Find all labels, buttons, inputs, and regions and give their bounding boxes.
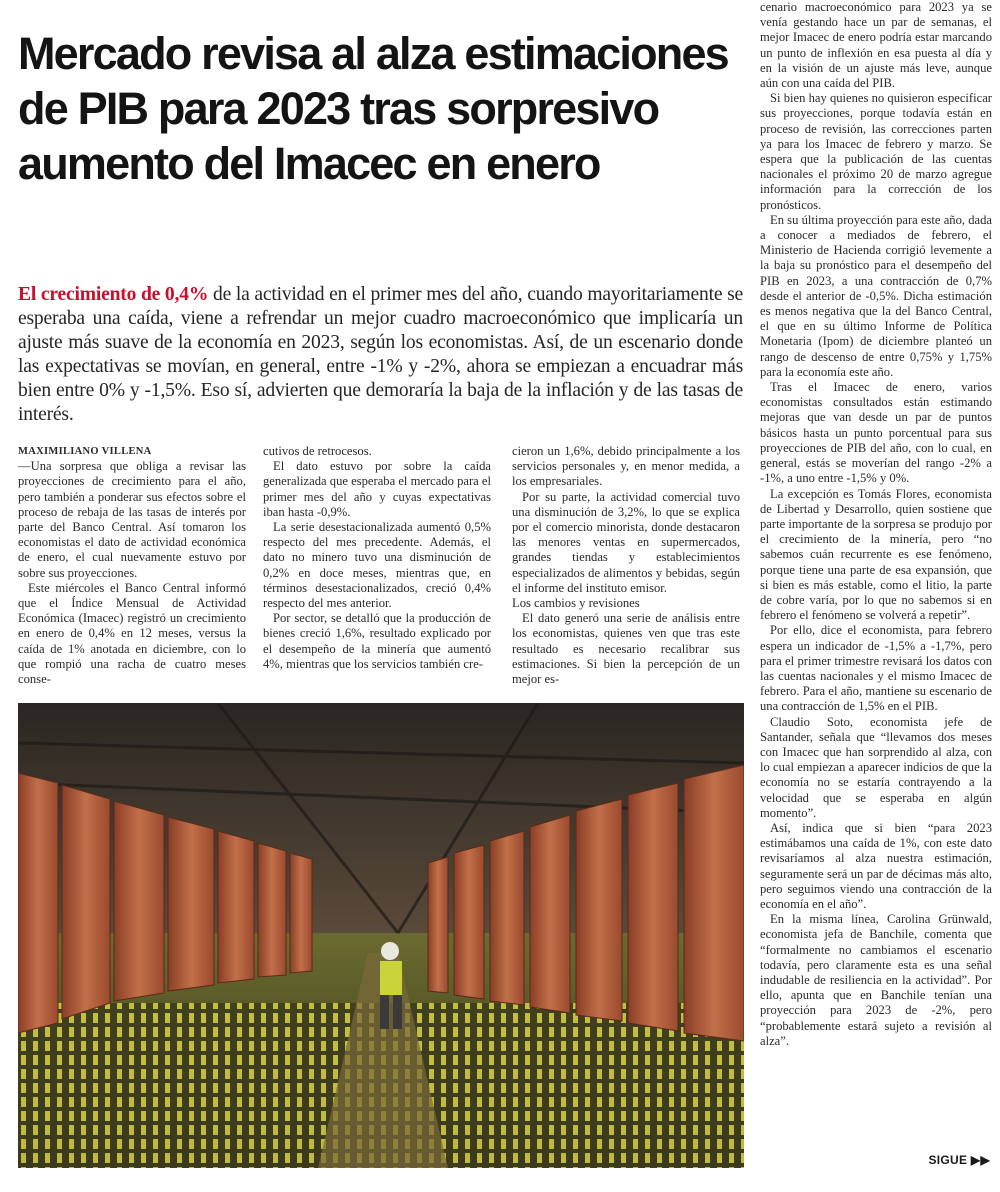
continue-label: SIGUE ▶▶ — [928, 1153, 990, 1167]
paragraph: El dato generó una serie de análisis entre los economistas, quienes ven que tras este resultado es necesario recalibrar sus estimaciones. Si bien la percepción de un mejor es- — [512, 611, 740, 687]
paragraph: Tras el Imacec de enero, varios economistas consultados están estimando mejoras que van desde un par de puntos básicos hasta un punto porcentual para sus proyecciones de PIB del año, con lo cual, en general, estás se moverían del rango -2% a -1%, a uno entre -1,5% y 0%. — [760, 380, 992, 486]
lead-paragraph — [18, 283, 743, 427]
column-4 — [760, 0, 992, 1049]
paragraph: Por ello, dice el economista, para febrero espera un indicador de -1,5% a -1,7%, pero para el primer trimestre revisará los datos con las cuentas nacionales y el mismo Imacec de febrero. Para el año, mantiene su escenario de una contracción de 1,5% en el PIB. — [760, 623, 992, 714]
paragraph: Este miércoles el Banco Central informó que el Índice Mensual de Actividad Económica (Imacec) registró un crecimiento en enero de 0,4% en 12 meses, versus la caída de 1% anotada en diciembre, con lo que rompió una racha de cuatro meses conse- — [18, 580, 246, 687]
headline: Mercado revisa al alza estimaciones de PIB para 2023 tras sorpresivo aumento del Imacec en enero — [18, 28, 728, 189]
paragraph: Por sector, se detalló que la producción de bienes creció 1,6%, resultado explicado por el desempeño de la minería que aumentó 4%, mientras que los servicios también cre- — [263, 611, 491, 671]
paragraph: En su última proyección para este año, dada a conocer a mediados de febrero, el Ministerio de Hacienda corrigió levemente a la baja su pronóstico para el desempeño del PIB en 2023, a una contracción de 0,7% desde el anterior de -0,5%. Dicha estimación es menos negativa que la del Banco Central, el que en su último Informe de Política Monetaria (Ipom) de diciembre planteó un rango de descenso de entre 0,75% y 1,75% para la economía este año. — [760, 212, 992, 379]
subheading: Los cambios y revisiones — [512, 596, 640, 611]
paragraph: El dato estuvo por sobre la caída generalizada que esperaba el mercado para el primer mes del año y cuyas expectativas iban hasta -0,9%. — [263, 459, 491, 519]
lead-highlight: El crecimiento de 0,4% — [18, 284, 209, 305]
lead-text: de la actividad en el primer mes del año, cuando mayoritariamente se esperaba una caída, viene a refrendar un mejor cuadro macroeconómico que implicaría un ajuste más suave de la economía en 2023, según los economistas. Así, de un escenario donde las expectativas se movían, en general, entre -1% y -2%, ahora se empiezan a encuadrar más bien entre 0% y -1,5%. Eso sí, advierten que demoraría la baja de la inflación y de las tasas de interés. — [18, 284, 744, 425]
byline: MAXIMILIANO VILLENA — [18, 446, 152, 457]
column-3 — [512, 444, 740, 687]
paragraph: La serie desestacionalizada aumentó 0,5% respecto del mes precedente. Además, el dato no minero tuvo una disminución de 0,2% en doce meses, mientras que, en términos desestacionalizados, creció 0,4% respecto del mes anterior. — [263, 520, 491, 611]
paragraph: Si bien hay quienes no quisieron especificar sus proyecciones, porque todavía están en proceso de revisión, las correcciones parten ya para los Imacec de febrero y marzo. Se espera que la publicación de las cuentas nacionales el próximo 20 de marzo agregue información para la corrección de los pronósticos. — [760, 91, 992, 212]
paragraph: —Una sorpresa que obliga a revisar las proyecciones de crecimiento para el año, pero también a ponderar sus efectos sobre el proceso de rebaja de las tasas de interés por parte del Banco Central. Así tomaron los economistas el dato de actividad económica de enero, el cual nuevamente estuvo por sobre sus proyecciones. — [18, 459, 246, 580]
paragraph: cieron un 1,6%, debido principalmente a los servicios personales y, en menor medida, a los empresariales. — [512, 444, 740, 489]
column-2 — [263, 444, 491, 672]
paragraph: Así, indica que si bien “para 2023 estimábamos una caída de 1%, con este dato revisaríamos al alza nuestra estimación, seguramente será un par de décimas más alto, pero seguimos viendo una contracción de la economía en el año”. — [760, 820, 992, 911]
paragraph: Por su parte, la actividad comercial tuvo una disminución de 3,2%, lo que se explica por el comercio minorista, donde destacaron las menores ventas en supermercados, grandes tiendas y establecimientos especializados de alimentos y bebidas, según el informe del instituto emisor. — [512, 489, 740, 595]
column-1 — [18, 444, 246, 687]
copper-refinery-photo — [18, 703, 744, 1168]
paragraph: En la misma línea, Carolina Grünwald, economista jefa de Banchile, comenta que “formalmente no cambiamos el escenario todavía, pero claramente esta es una señal indudable de resiliencia en la actividad”. Por ello, apunta que en Banchile tenían una proyección para 2023 de -2%, pero “probablemente estará sujeto a revisión al alza”. — [760, 912, 992, 1048]
photo-illustration — [18, 703, 744, 1168]
paragraph: cutivos de retrocesos. — [263, 444, 372, 458]
paragraph: La excepción es Tomás Flores, economista de Libertad y Desarrollo, quien sostiene que parte importante de la sorpresa se produjo por el crecimiento de la minería, pero “no sabemos cuán recurrente es ese fenómeno, porque tiene una parte de esa expansión, que si bien es más estable, como el litio, la parte de cobre varía, por lo que no sabemos si en febrero el fenómeno se volverá a repetir”. — [760, 486, 992, 623]
paragraph: cenario macroeconómico para 2023 ya se venía gestando hace un par de semanas, el mejor Imacec de enero podría estar marcando un punto de inflexión en esa puesta al día y en la visión de un ajuste más leve, aunque aún con una caída del PIB. — [760, 0, 992, 91]
paragraph: Claudio Soto, economista jefe de Santander, señala que “llevamos dos meses con Imacec que han sorprendido al alza, con lo cual empiezan a aparecer indicios de que la economía no se estaría contrayendo a la velocidad que se esperaba en algún momento”. — [760, 714, 992, 820]
